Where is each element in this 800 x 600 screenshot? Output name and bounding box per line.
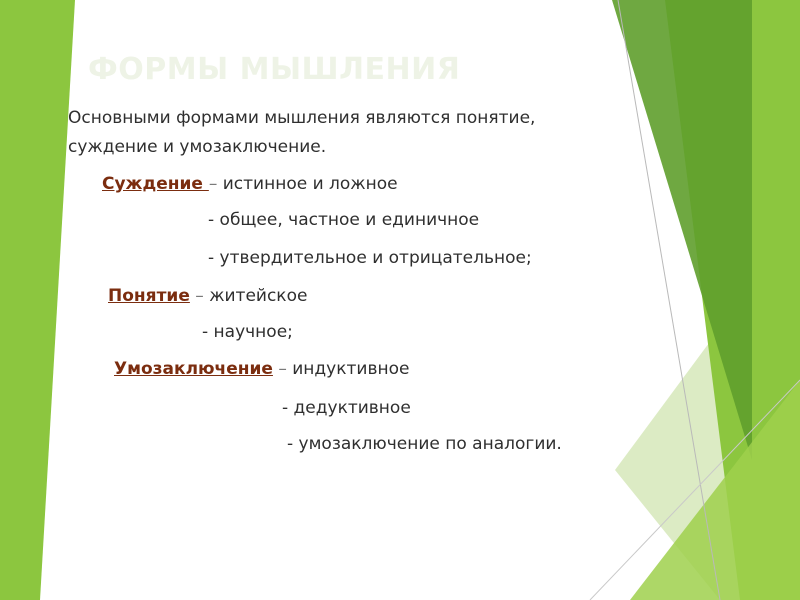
left-green-band — [0, 0, 75, 600]
judgment-item-1: - общее, частное и единичное — [208, 210, 480, 230]
concept-item-1: - научное; — [202, 322, 293, 342]
inference-item-1: - дедуктивное — [282, 398, 411, 418]
judgment-dash: – — [208, 174, 218, 194]
inference-row — [114, 359, 409, 379]
concept-dash: – — [189, 286, 210, 306]
concept-first-type: житейское — [209, 286, 308, 306]
judgment-first-type: истинное и ложное — [217, 174, 398, 194]
concept-term: Понятие — [108, 286, 190, 306]
inference-first-type: индуктивное — [292, 359, 410, 379]
judgment-item-2: - утвердительное и отрицательное; — [208, 248, 532, 268]
inference-term: Умозаключение — [114, 359, 273, 379]
judgment-row — [102, 174, 398, 194]
judgment-term: Суждение — [102, 174, 209, 194]
inference-item-2: - умозаключение по аналогии. — [287, 434, 562, 454]
concept-row — [108, 286, 307, 306]
inference-dash: – — [272, 359, 293, 379]
intro-line-1: Основными формами мышления являются понятие, — [68, 108, 536, 128]
slide-title: ФОРМЫ МЫШЛЕНИЯ — [88, 52, 461, 87]
intro-line-2: суждение и умозаключение. — [68, 137, 327, 157]
